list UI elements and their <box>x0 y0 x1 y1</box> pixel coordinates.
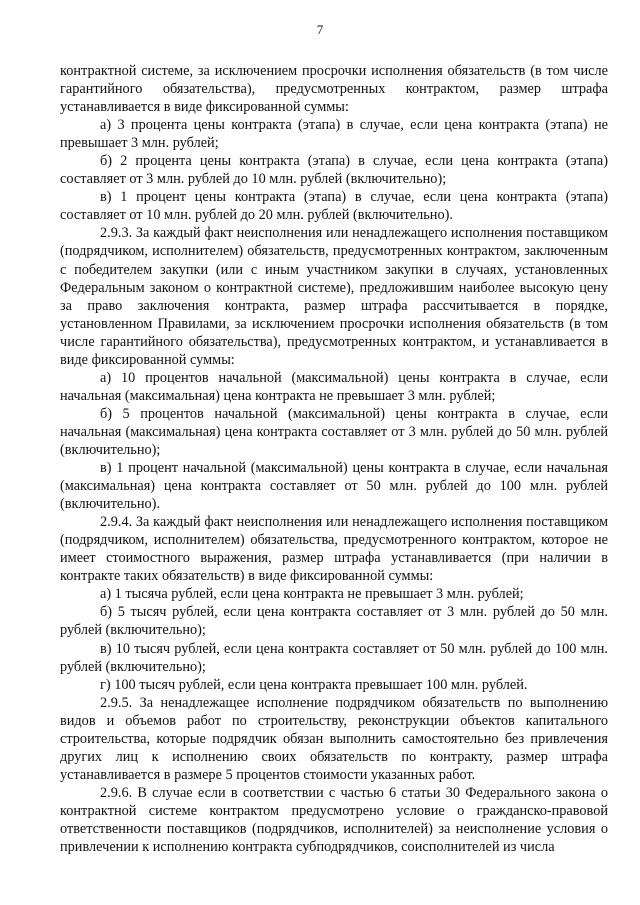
paragraph: б) 2 процента цены контракта (этапа) в случае, если цена контракта (этапа) составляет от 3 млн. рублей до 10 млн. рублей (включительно); <box>60 153 608 188</box>
paragraph: контрактной системе, за исключением просрочки исполнения обязательств (в том числе гарантийного обязательства), предусмотренных контрактом, размер штрафа устанавливается в виде фиксированной суммы: <box>60 63 608 116</box>
paragraph: 2.9.6. В случае если в соответствии с частью 6 статьи 30 Федерального закона о контрактной системе контрактом предусмотрено условие о гражданско-правовой ответственности поставщиков (подрядчиков, исполнителей) за неисполнение условия о привлечении к исполнению контракта субподрядчиков, соисполнителей из числа <box>60 784 608 856</box>
paragraph: а) 10 процентов начальной (максимальной) цены контракта в случае, если начальная (максимальная) цена контракта не превышает 3 млн. рублей; <box>60 369 608 404</box>
paragraph: 2.9.3. За каждый факт неисполнения или ненадлежащего исполнения поставщиком (подрядчиком, исполнителем) обязательств, предусмотренных контрактом, заключенным с победителем закупки (или с иным участником закупки в случаях, установленных Федеральным законом о контрактной системе), предложившим наиболее высокую цену за право заключения контракта, размер штрафа рассчитывается в порядке, установленном Правилами, за исключением просрочки исполнения обязательств (в том числе гарантийного обязательства), предусмотренных контрактом, и устанавливается в виде фиксированной суммы: <box>60 225 608 368</box>
paragraph: а) 3 процента цены контракта (этапа) в случае, если цена контракта (этапа) не превышает 3 млн. рублей; <box>60 117 608 152</box>
paragraph: в) 10 тысяч рублей, если цена контракта составляет от 50 млн. рублей до 100 млн. рублей (включительно); <box>60 640 608 675</box>
paragraph: в) 1 процент начальной (максимальной) цены контракта в случае, если начальная (максимальная) цена контракта составляет от 50 млн. рублей до 100 млн. рублей (включительно). <box>60 460 608 513</box>
paragraph: 2.9.4. За каждый факт неисполнения или ненадлежащего исполнения поставщиком (подрядчиком, исполнителем) обязательства, предусмотренного контрактом, которое не имеет стоимостного выражения, размер штрафа устанавливается (при наличии в контракте таких обязательств) в виде фиксированной суммы: <box>60 514 608 585</box>
paragraph: б) 5 тысяч рублей, если цена контракта составляет от 3 млн. рублей до 50 млн. рублей (включительно); <box>60 604 608 639</box>
paragraph: г) 100 тысяч рублей, если цена контракта превышает 100 млн. рублей. <box>100 676 528 693</box>
paragraph: а) 1 тысяча рублей, если цена контракта не превышает 3 млн. рублей; <box>100 586 524 603</box>
page-number: 7 <box>316 22 324 37</box>
paragraph: 2.9.5. За ненадлежащее исполнение подрядчиком обязательств по выполнению видов и объемов работ по строительству, реконструкции объектов капитального строительства, которые подрядчик обязан выполнить самостоятельно без привлечения других лиц к исполнению своих обязательств по контракту, размер штрафа устанавливается в размере 5 процентов стоимости указанных работ. <box>60 694 608 783</box>
paragraph: в) 1 процент цены контракта (этапа) в случае, если цена контракта (этапа) составляет от 10 млн. рублей до 20 млн. рублей (включительно). <box>60 189 608 224</box>
paragraph: б) 5 процентов начальной (максимальной) цены контракта в случае, если начальная (максимальная) цена контракта составляет от 3 млн. рублей до 50 млн. рублей (включительно); <box>60 405 608 458</box>
document-body <box>60 62 608 856</box>
